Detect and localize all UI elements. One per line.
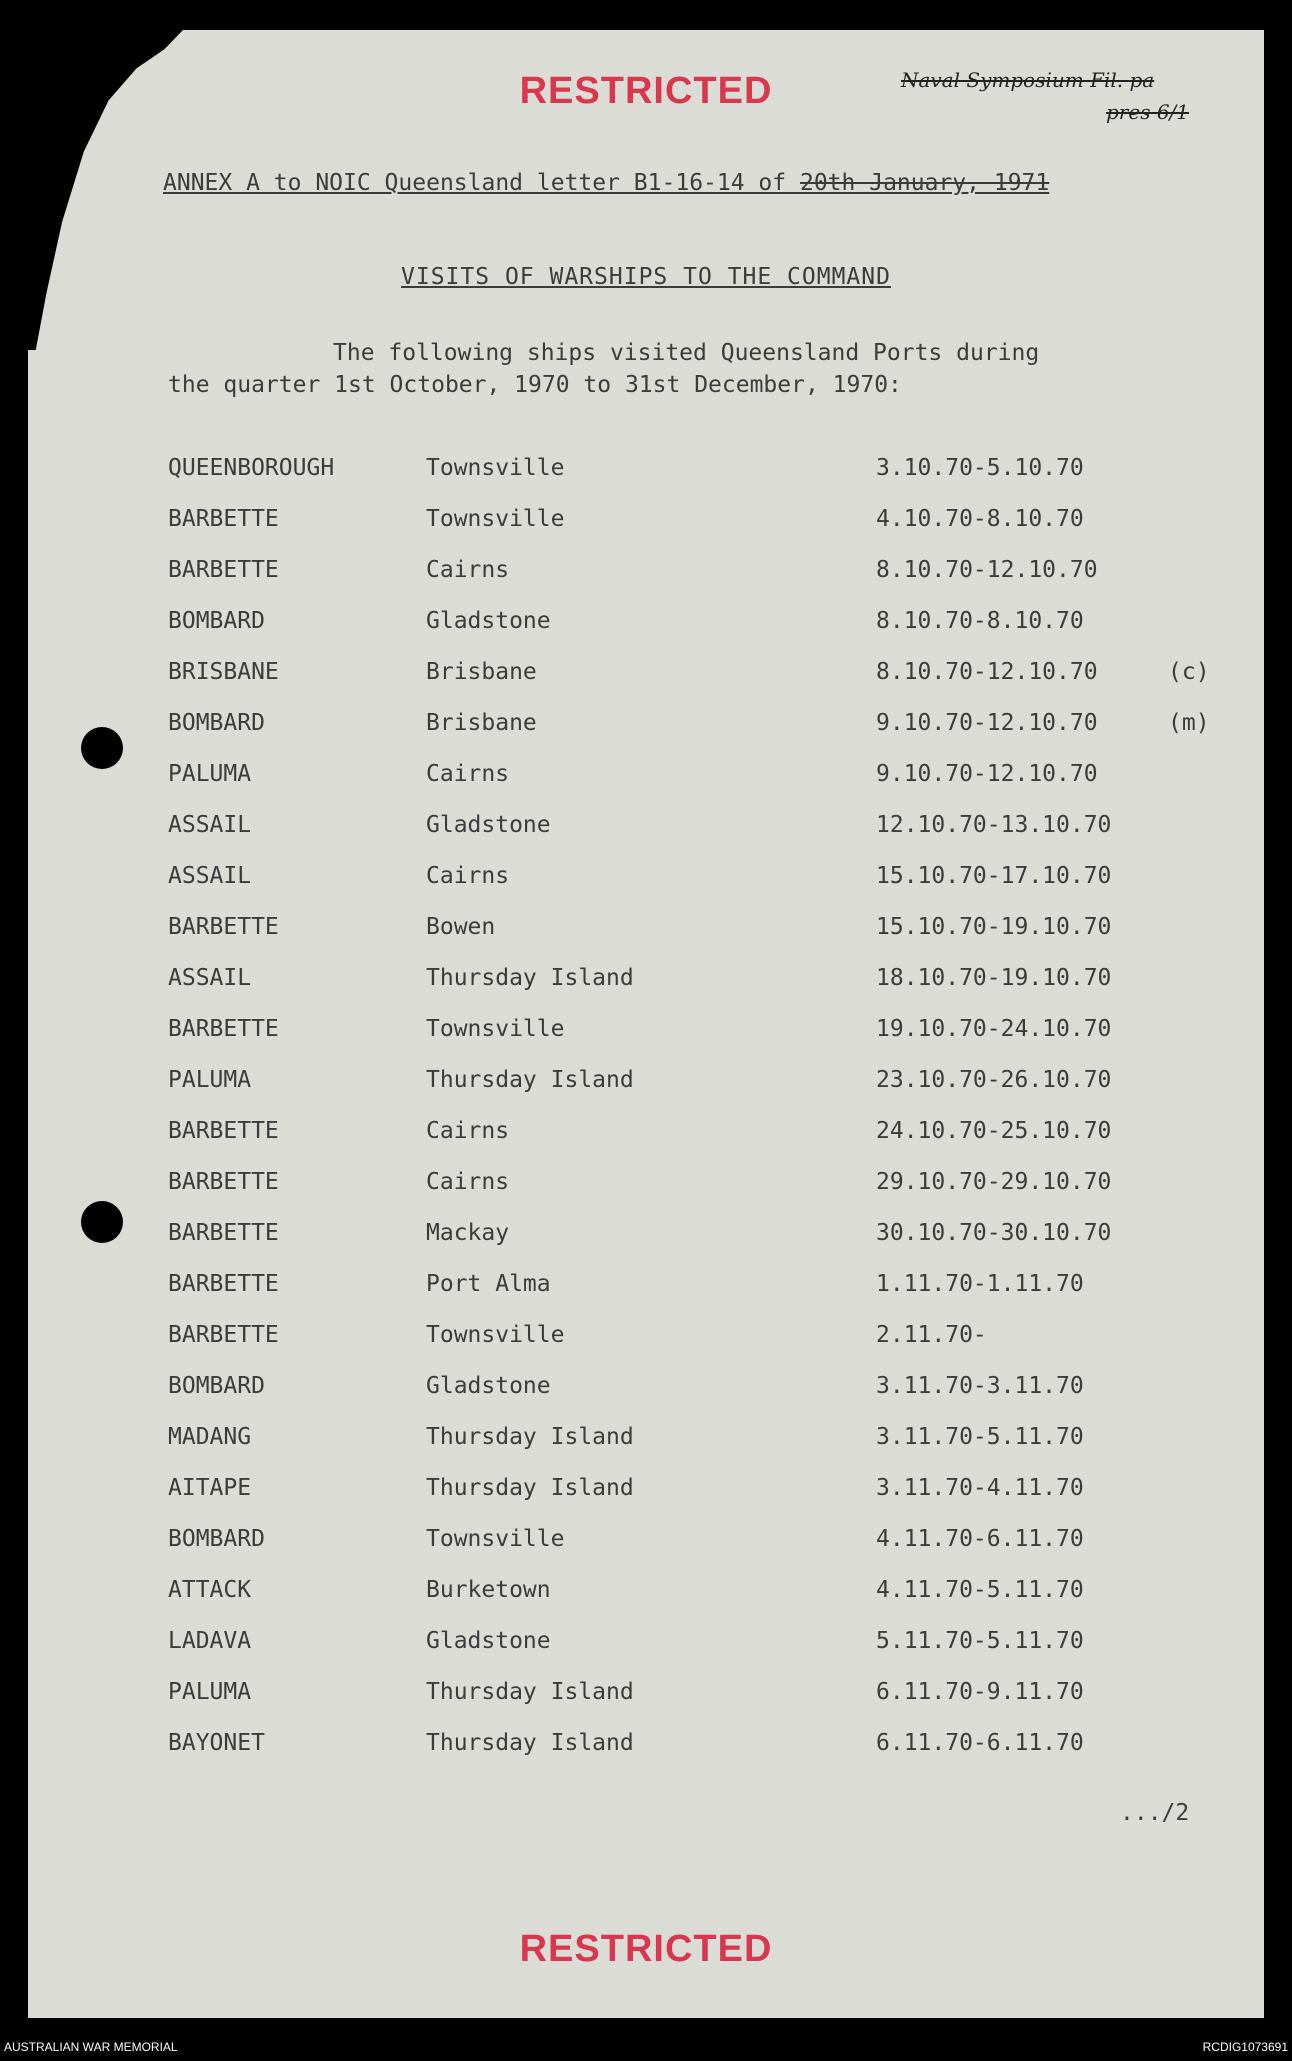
- annex-heading: [163, 170, 1049, 196]
- port-name: Thursday Island: [426, 1067, 634, 1093]
- visit-dates: 8.10.70-8.10.70: [876, 608, 1084, 634]
- port-name: Townsville: [426, 455, 565, 481]
- restricted-stamp-top: RESTRICTED: [519, 70, 773, 112]
- port-name: Thursday Island: [426, 965, 634, 991]
- visit-row: [28, 659, 1264, 710]
- handwritten-line-2: pres 6/1: [1106, 100, 1190, 124]
- visit-row: [28, 608, 1264, 659]
- port-name: Gladstone: [426, 608, 551, 634]
- ship-name: BARBETTE: [168, 506, 279, 532]
- visit-row: [28, 1526, 1264, 1577]
- visit-dates: 4.11.70-6.11.70: [876, 1526, 1084, 1552]
- ship-name: BOMBARD: [168, 1373, 265, 1399]
- page-continuation: .../2: [1120, 1800, 1190, 1826]
- visit-row: [28, 1730, 1264, 1781]
- port-name: Cairns: [426, 863, 510, 889]
- ship-name: AITAPE: [168, 1475, 252, 1501]
- port-name: Bowen: [426, 914, 496, 940]
- visit-row: [28, 965, 1264, 1016]
- visit-row: [28, 1424, 1264, 1475]
- visits-list: [28, 455, 1264, 1781]
- visit-dates: 1.11.70-1.11.70: [876, 1271, 1084, 1297]
- visit-dates: 3.11.70-4.11.70: [876, 1475, 1084, 1501]
- port-name: Gladstone: [426, 812, 551, 838]
- ship-name: BARBETTE: [168, 1220, 279, 1246]
- ship-name: ASSAIL: [168, 965, 252, 991]
- handwritten-line-1: Naval Symposium Fil. pa: [901, 68, 1155, 92]
- visit-row: [28, 1628, 1264, 1679]
- ship-name: MADANG: [168, 1424, 252, 1450]
- intro-line-1: The following ships visited Queensland Ports during: [333, 340, 1040, 366]
- port-name: Townsville: [426, 1322, 565, 1348]
- ship-name: BOMBARD: [168, 1526, 265, 1552]
- visit-dates: 19.10.70-24.10.70: [876, 1016, 1112, 1042]
- port-name: Townsville: [426, 1016, 565, 1042]
- ship-name: PALUMA: [168, 761, 252, 787]
- visit-row: [28, 761, 1264, 812]
- visit-dates: 30.10.70-30.10.70: [876, 1220, 1112, 1246]
- port-name: Gladstone: [426, 1373, 551, 1399]
- ship-name: QUEENBOROUGH: [168, 455, 335, 481]
- restricted-stamp-bottom: RESTRICTED: [519, 1928, 773, 1970]
- visit-row: [28, 1169, 1264, 1220]
- archive-id: RCDIG1073691: [1202, 2040, 1288, 2054]
- port-name: Thursday Island: [426, 1679, 634, 1705]
- visit-dates: 2.11.70-: [876, 1322, 987, 1348]
- visit-dates: 4.11.70-5.11.70: [876, 1577, 1084, 1603]
- visit-dates: 6.11.70-6.11.70: [876, 1730, 1084, 1756]
- port-name: Port Alma: [426, 1271, 551, 1297]
- port-name: Gladstone: [426, 1628, 551, 1654]
- visit-dates: 23.10.70-26.10.70: [876, 1067, 1112, 1093]
- visit-row: [28, 1118, 1264, 1169]
- visit-row: [28, 1016, 1264, 1067]
- visit-dates: 5.11.70-5.11.70: [876, 1628, 1084, 1654]
- visit-row: [28, 1067, 1264, 1118]
- visit-row: [28, 1220, 1264, 1271]
- ship-name: BARBETTE: [168, 1169, 279, 1195]
- port-name: Cairns: [426, 761, 510, 787]
- visit-dates: 3.11.70-3.11.70: [876, 1373, 1084, 1399]
- punch-hole: [81, 727, 123, 769]
- port-name: Burketown: [426, 1577, 551, 1603]
- visit-dates: 24.10.70-25.10.70: [876, 1118, 1112, 1144]
- ship-name: BOMBARD: [168, 608, 265, 634]
- visit-row: [28, 1271, 1264, 1322]
- visit-dates: 6.11.70-9.11.70: [876, 1679, 1084, 1705]
- visit-dates: 4.10.70-8.10.70: [876, 506, 1084, 532]
- ship-name: ATTACK: [168, 1577, 252, 1603]
- ship-name: BOMBARD: [168, 710, 265, 736]
- visit-row: [28, 1679, 1264, 1730]
- intro-line-2: the quarter 1st October, 1970 to 31st December, 1970:: [168, 372, 902, 398]
- visit-dates: 9.10.70-12.10.70: [876, 761, 1098, 787]
- port-name: Thursday Island: [426, 1424, 634, 1450]
- visit-row: [28, 710, 1264, 761]
- visit-row: [28, 914, 1264, 965]
- visit-row: [28, 812, 1264, 863]
- ship-name: BARBETTE: [168, 1322, 279, 1348]
- ship-name: BARBETTE: [168, 914, 279, 940]
- archive-credit: AUSTRALIAN WAR MEMORIAL: [4, 2040, 178, 2054]
- visit-dates: 15.10.70-17.10.70: [876, 863, 1112, 889]
- annex-date: 20th January, 1971: [799, 170, 1050, 196]
- visit-note: (c): [1168, 659, 1210, 685]
- ship-name: BARBETTE: [168, 1271, 279, 1297]
- visit-row: [28, 863, 1264, 914]
- port-name: Thursday Island: [426, 1475, 634, 1501]
- ship-name: BARBETTE: [168, 1016, 279, 1042]
- ship-name: BARBETTE: [168, 1118, 279, 1144]
- port-name: Cairns: [426, 1169, 510, 1195]
- handwritten-annotation: [866, 62, 1264, 132]
- port-name: Townsville: [426, 506, 565, 532]
- visit-dates: 3.11.70-5.11.70: [876, 1424, 1084, 1450]
- ship-name: BAYONET: [168, 1730, 265, 1756]
- visit-dates: 9.10.70-12.10.70: [876, 710, 1098, 736]
- visit-dates: 15.10.70-19.10.70: [876, 914, 1112, 940]
- visit-row: [28, 1322, 1264, 1373]
- ship-name: BARBETTE: [168, 557, 279, 583]
- port-name: Brisbane: [426, 710, 537, 736]
- ship-name: PALUMA: [168, 1067, 252, 1093]
- visit-row: [28, 506, 1264, 557]
- visit-dates: 18.10.70-19.10.70: [876, 965, 1112, 991]
- port-name: Cairns: [426, 557, 510, 583]
- port-name: Thursday Island: [426, 1730, 634, 1756]
- visit-row: [28, 1577, 1264, 1628]
- visit-row: [28, 557, 1264, 608]
- visit-row: [28, 455, 1264, 506]
- ship-name: ASSAIL: [168, 812, 252, 838]
- visit-dates: 12.10.70-13.10.70: [876, 812, 1112, 838]
- annex-reference: ANNEX A to NOIC Queensland letter B1-16-14 of: [163, 170, 800, 196]
- document-page: [28, 30, 1264, 2018]
- ship-name: BRISBANE: [168, 659, 279, 685]
- ship-name: LADAVA: [168, 1628, 252, 1654]
- visit-dates: 29.10.70-29.10.70: [876, 1169, 1112, 1195]
- visit-row: [28, 1373, 1264, 1424]
- port-name: Cairns: [426, 1118, 510, 1144]
- ship-name: PALUMA: [168, 1679, 252, 1705]
- punch-hole: [81, 1201, 123, 1243]
- visit-dates: 8.10.70-12.10.70: [876, 557, 1098, 583]
- visit-dates: 8.10.70-12.10.70: [876, 659, 1098, 685]
- port-name: Mackay: [426, 1220, 510, 1246]
- port-name: Brisbane: [426, 659, 537, 685]
- visit-note: (m): [1168, 710, 1210, 736]
- document-title: VISITS OF WARSHIPS TO THE COMMAND: [401, 264, 891, 290]
- ship-name: ASSAIL: [168, 863, 252, 889]
- port-name: Townsville: [426, 1526, 565, 1552]
- visit-row: [28, 1475, 1264, 1526]
- visit-dates: 3.10.70-5.10.70: [876, 455, 1084, 481]
